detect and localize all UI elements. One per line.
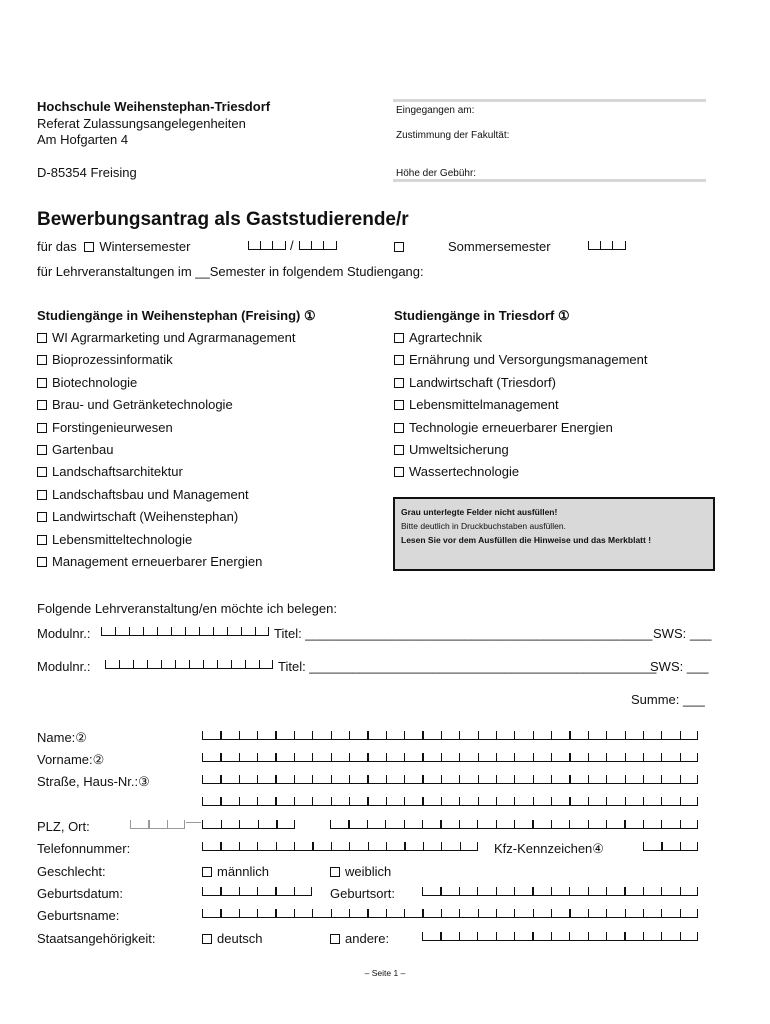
street-field-2[interactable] (202, 797, 698, 806)
triesdorf-heading: Studiengänge in Triesdorf ① (394, 308, 570, 323)
triesdorf-program-item (394, 352, 648, 367)
triesdorf-program-checkbox[interactable] (394, 355, 404, 365)
other-label: andere: (345, 931, 390, 946)
module-2-title: Titel: ________________________________________________ (278, 659, 657, 674)
triesdorf-program-label: Lebensmittelmanagement (409, 397, 559, 413)
plate-label: Kfz-Kennzeichen④ (494, 841, 604, 856)
weihenstephan-program-label: Gartenbau (52, 442, 114, 457)
zip-dash (186, 815, 201, 823)
fee-label: Höhe der Gebühr: (396, 168, 477, 179)
birthplace-field[interactable] (422, 887, 698, 896)
gender-label: Geschlecht: (37, 864, 106, 879)
notice-line-3: Lesen Sie vor dem Ausfüllen die Hinweise und das Merkblatt ! (401, 535, 652, 545)
triesdorf-program-item (394, 375, 556, 390)
nationality-label: Staatsangehörigkeit: (37, 931, 156, 946)
weihenstephan-program-label: Management erneuerbarer Energien (52, 554, 263, 569)
name-label: Name:② (37, 730, 87, 745)
summer-label: Sommersemester (448, 239, 551, 254)
weihenstephan-program-checkbox[interactable] (37, 400, 47, 410)
phone-field[interactable] (202, 842, 478, 851)
weihenstephan-program-label: WI Agrarmarketing und Agrarmanagement (52, 330, 296, 345)
department-name: Referat Zulassungsangelegenheiten (37, 116, 246, 131)
courses-semester-line: für Lehrveranstaltungen im __Semester in folgendem Studiengang: (37, 264, 424, 279)
weihenstephan-program-checkbox[interactable] (37, 557, 47, 567)
module-1-title: Titel: ________________________________________________ (274, 626, 653, 641)
weihenstephan-program-checkbox[interactable] (37, 467, 47, 477)
winter-year-field-2[interactable] (299, 241, 337, 250)
winter-checkbox[interactable] (84, 242, 94, 252)
form-title: Bewerbungsantrag als Gaststudierende/r (37, 209, 409, 230)
triesdorf-program-item (394, 420, 613, 435)
page-number: – Seite 1 – (364, 968, 406, 978)
triesdorf-program-label: Technologie erneuerbarer Energien (409, 419, 613, 435)
street-field-1[interactable] (202, 775, 698, 784)
weihenstephan-program-item (37, 420, 173, 435)
triesdorf-program-item (394, 330, 482, 345)
notice-line-1: Grau unterlegte Felder nicht ausfüllen! (401, 507, 558, 517)
weihenstephan-program-item (37, 554, 262, 569)
triesdorf-program-label: Landwirtschaft (Triesdorf) (409, 374, 556, 390)
office-line-top (393, 99, 706, 102)
street-address: Am Hofgarten 4 (37, 132, 129, 147)
office-line-bottom (393, 179, 706, 182)
weihenstephan-program-label: Landschaftsarchitektur (52, 464, 183, 480)
module-2-field[interactable] (105, 660, 273, 669)
module-2-label: Modulnr.: (37, 659, 91, 674)
module-1-sws: SWS: ___ (653, 626, 712, 641)
male-label: männlich (217, 864, 270, 879)
name-field[interactable] (202, 731, 698, 740)
gender-male-option (202, 864, 269, 879)
module-2-sws: SWS: ___ (650, 659, 709, 674)
nationality-other-field[interactable] (422, 932, 698, 941)
triesdorf-program-label: Wassertechnologie (409, 464, 520, 480)
weihenstephan-program-item (37, 330, 296, 345)
notice-box (393, 497, 715, 571)
nationality-other-option (330, 931, 389, 946)
weihenstephan-program-label: Lebensmitteltechnologie (52, 531, 193, 547)
street-label: Straße, Haus-Nr.:③ (37, 774, 150, 789)
received-label: Eingegangen am: (396, 105, 475, 116)
triesdorf-program-checkbox[interactable] (394, 378, 404, 388)
summer-checkbox[interactable] (394, 242, 404, 252)
city-field[interactable] (330, 820, 698, 829)
weihenstephan-program-checkbox[interactable] (37, 535, 47, 545)
female-label: weiblich (345, 864, 392, 879)
nationality-german-option (202, 931, 263, 946)
notice-line-2: Bitte deutlich in Druckbuchstaben ausfüllen. (401, 521, 566, 531)
triesdorf-program-checkbox[interactable] (394, 333, 404, 343)
male-checkbox[interactable] (202, 867, 212, 877)
triesdorf-program-label: Ernährung und Versorgungsmanagement (409, 352, 648, 368)
weihenstephan-program-item (37, 442, 113, 457)
summer-option (394, 239, 409, 254)
phone-label: Telefonnummer: (37, 841, 131, 856)
triesdorf-program-checkbox[interactable] (394, 423, 404, 433)
weihenstephan-program-item (37, 487, 249, 502)
triesdorf-program-item (394, 442, 509, 457)
weihenstephan-program-label: Landschaftsbau und Management (52, 486, 249, 502)
weihenstephan-program-checkbox[interactable] (37, 445, 47, 455)
semester-line (37, 239, 190, 254)
triesdorf-program-checkbox[interactable] (394, 445, 404, 455)
triesdorf-program-label: Agrartechnik (409, 330, 482, 345)
weihenstephan-program-label: Bioprozessinformatik (52, 352, 173, 368)
zip-field[interactable] (202, 820, 295, 829)
weihenstephan-program-item (37, 397, 233, 412)
weihenstephan-program-label: Landwirtschaft (Weihenstephan) (52, 509, 239, 525)
weihenstephan-program-item (37, 375, 137, 390)
weihenstephan-program-item (37, 464, 183, 479)
other-checkbox[interactable] (330, 934, 340, 944)
country-code-field[interactable] (130, 820, 185, 829)
faculty-consent-label: Zustimmung der Fakultät: (396, 130, 510, 141)
sws-sum: Summe: ___ (631, 692, 705, 707)
triesdorf-program-label: Umweltsicherung (409, 442, 509, 457)
module-1-field[interactable] (101, 627, 269, 636)
birthname-field[interactable] (202, 909, 698, 918)
birthplace-label: Geburtsort: (330, 886, 396, 901)
german-checkbox[interactable] (202, 934, 212, 944)
weihenstephan-program-label: Biotechnologie (52, 374, 138, 390)
winter-label: Wintersemester (99, 239, 191, 254)
university-name: Hochschule Weihenstephan-Triesdorf (37, 99, 271, 114)
triesdorf-program-item (394, 397, 559, 412)
weihenstephan-program-checkbox[interactable] (37, 333, 47, 343)
city-address: D-85354 Freising (37, 165, 137, 180)
zip-city-label: PLZ, Ort: (37, 819, 90, 834)
weihenstephan-program-label: Brau- und Getränketechnologie (52, 397, 233, 413)
module-1-label: Modulnr.: (37, 626, 91, 641)
firstname-label: Vorname:② (37, 752, 105, 767)
weihenstephan-program-checkbox[interactable] (37, 355, 47, 365)
female-checkbox[interactable] (330, 867, 340, 877)
weihenstephan-program-item (37, 352, 173, 367)
weihenstephan-program-item (37, 509, 238, 524)
birthname-label: Geburtsname: (37, 908, 120, 923)
weihenstephan-program-checkbox[interactable] (37, 423, 47, 433)
year-slash: / (290, 238, 294, 253)
weihenstephan-program-checkbox[interactable] (37, 378, 47, 388)
weihenstephan-heading: Studiengänge in Weihenstephan (Freising) ① (37, 308, 316, 323)
weihenstephan-program-label: Forstingenieurwesen (52, 419, 173, 435)
triesdorf-program-item (394, 464, 519, 479)
birthdate-label: Geburtsdatum: (37, 886, 123, 901)
weihenstephan-program-checkbox[interactable] (37, 490, 47, 500)
triesdorf-program-checkbox[interactable] (394, 467, 404, 477)
weihenstephan-program-checkbox[interactable] (37, 512, 47, 522)
summer-year-field[interactable] (588, 241, 626, 250)
plate-field[interactable] (643, 842, 698, 851)
courses-intro: Folgende Lehrveranstaltung/en möchte ich belegen: (37, 601, 337, 616)
triesdorf-program-checkbox[interactable] (394, 400, 404, 410)
weihenstephan-program-item (37, 532, 192, 547)
gender-female-option (330, 864, 391, 879)
firstname-field[interactable] (202, 753, 698, 762)
german-label: deutsch (217, 931, 263, 946)
semester-prefix: für das (37, 239, 77, 254)
winter-year-field-1[interactable] (248, 241, 286, 250)
birthdate-field[interactable] (202, 887, 312, 896)
